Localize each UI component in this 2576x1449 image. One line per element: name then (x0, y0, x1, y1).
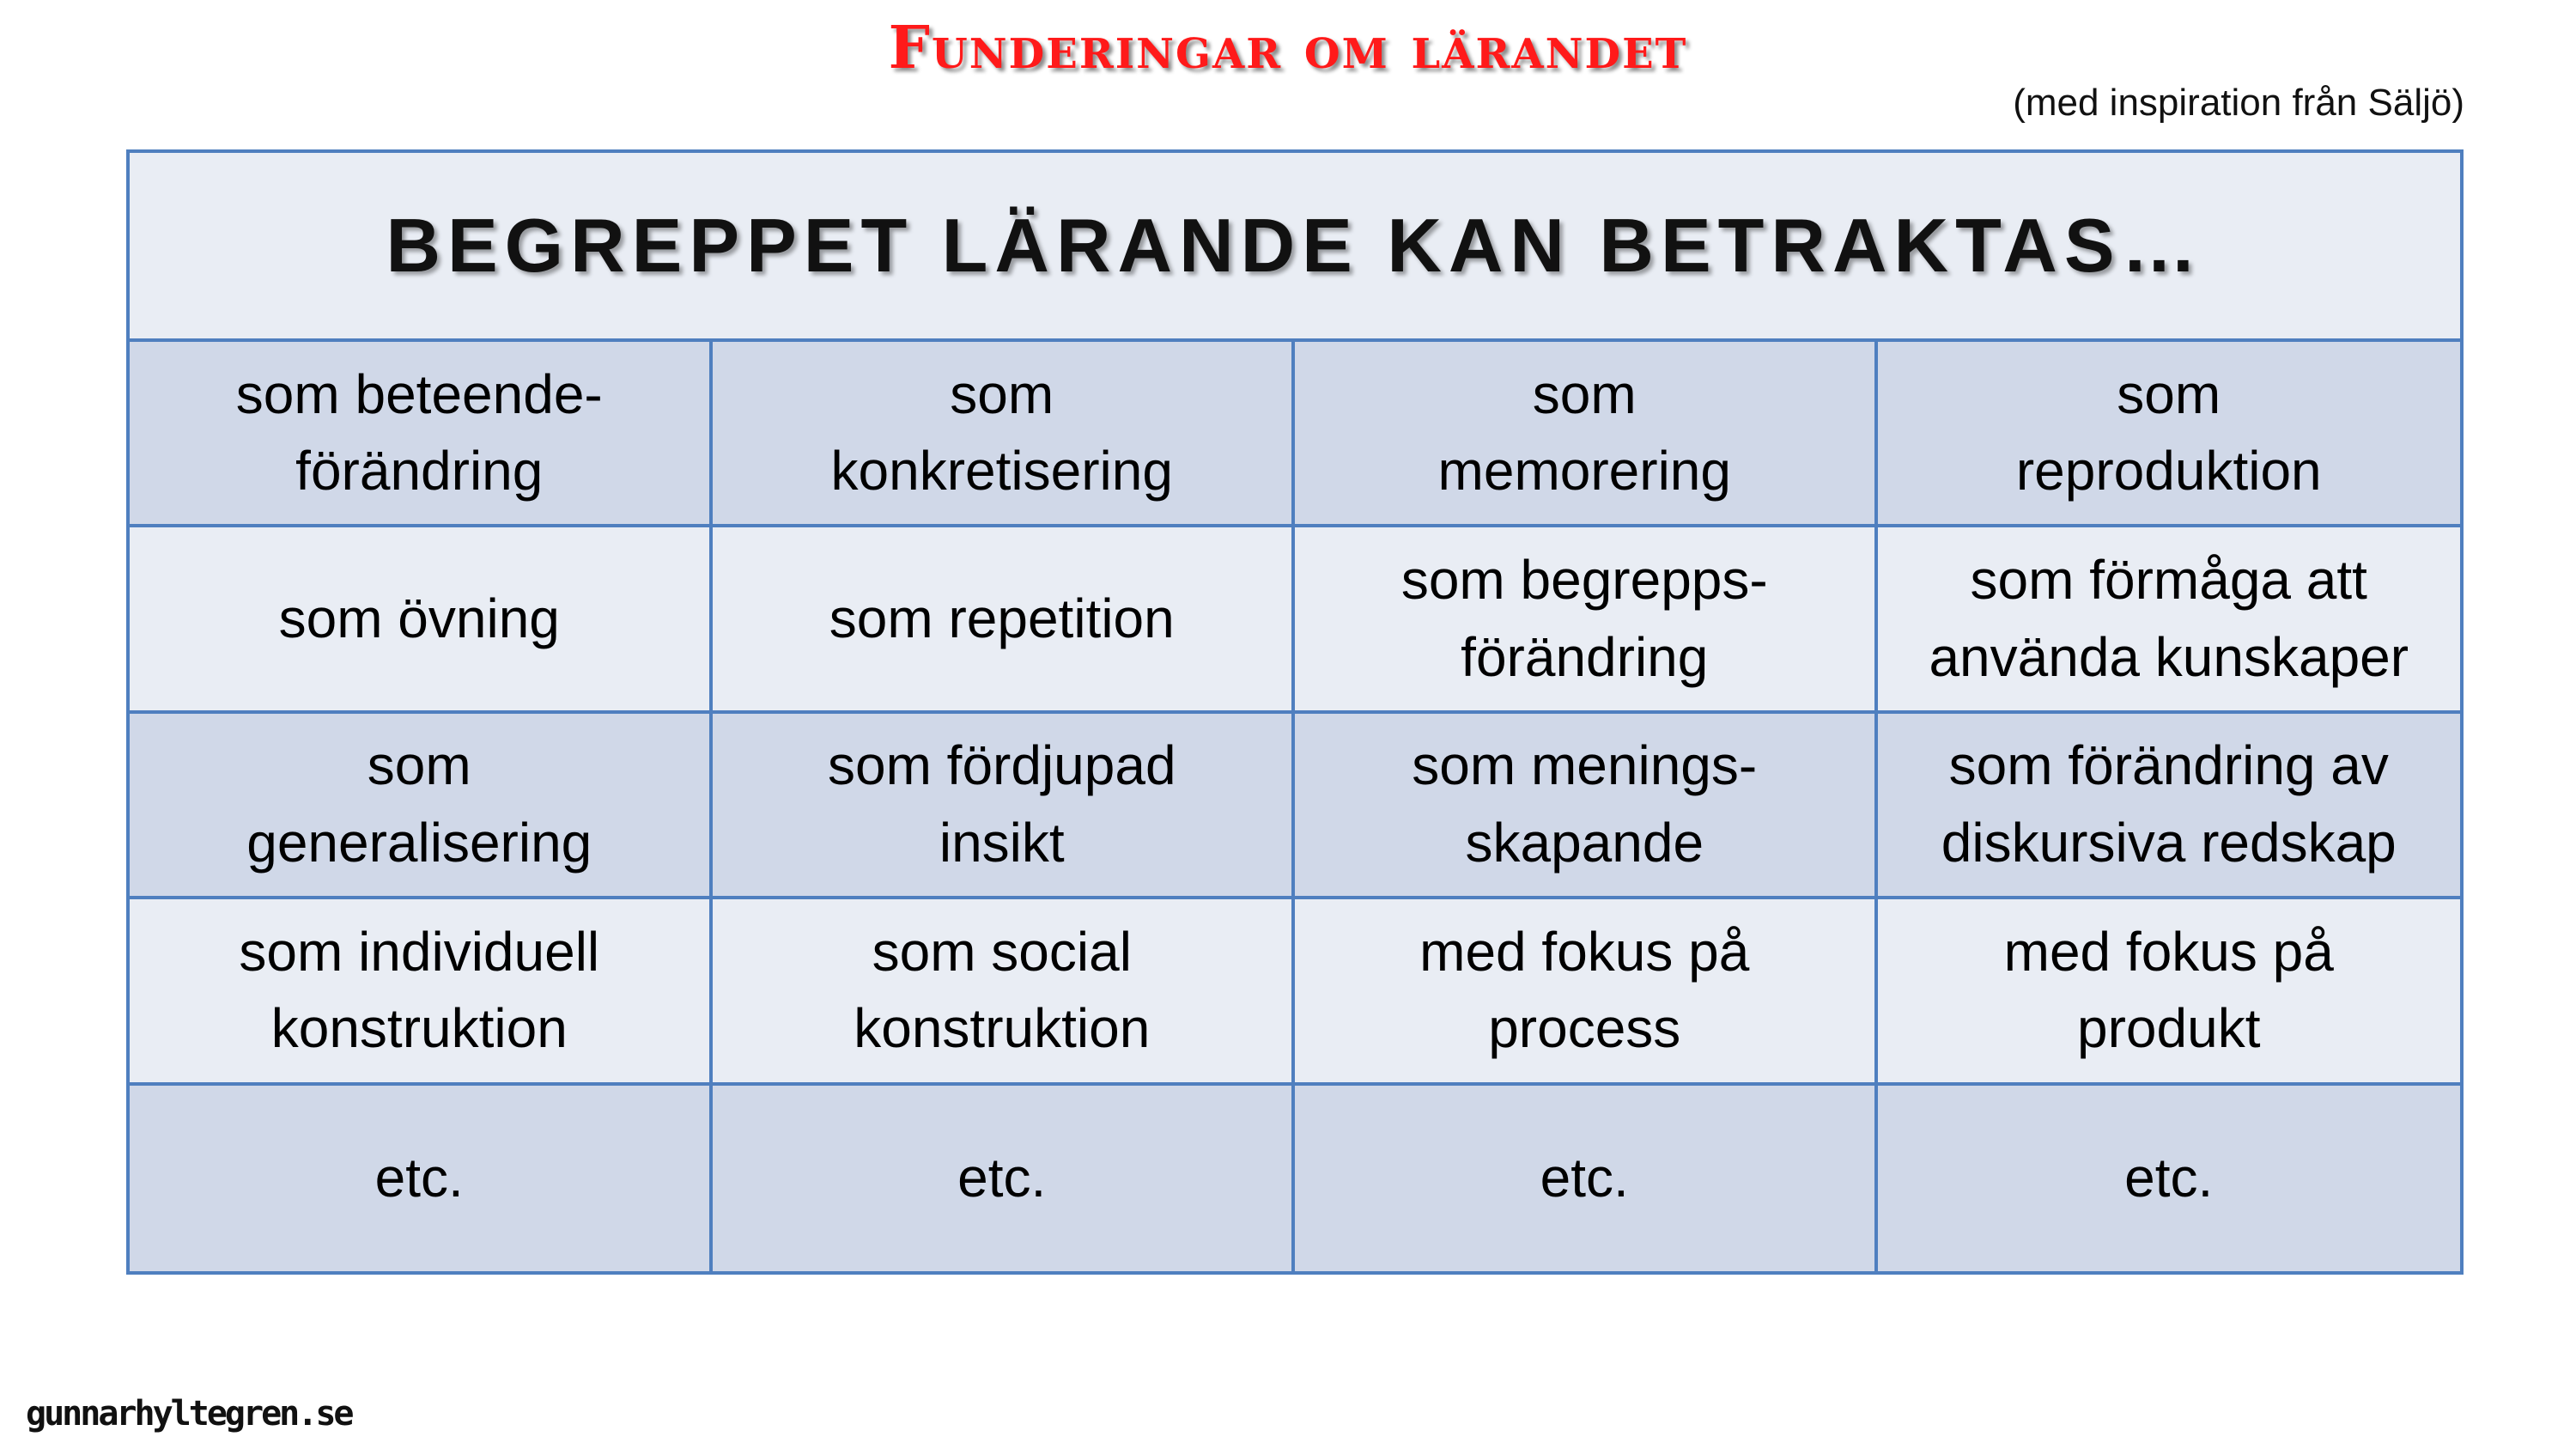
concept-table (126, 149, 2464, 1275)
table-cell: med fokus på process (1295, 899, 1878, 1085)
table-cell: med fokus på produkt (1878, 899, 2461, 1085)
table-cell: som repetition (713, 527, 1296, 713)
table-cell: som memorering (1295, 342, 1878, 527)
table-cell: som menings- skapande (1295, 714, 1878, 899)
table-cell: etc. (1295, 1086, 1878, 1271)
footer-website: gunnarhyltegren.se (26, 1394, 352, 1434)
page-title: Funderingar om lärandet (888, 14, 1688, 82)
table-cell: etc. (130, 1086, 713, 1271)
table-cell: etc. (1878, 1086, 2461, 1271)
table-cell: som social konstruktion (713, 899, 1296, 1085)
table-cell: som reproduktion (1878, 342, 2461, 527)
subtitle: (med inspiration från Säljö) (2013, 82, 2464, 124)
table-cell: som begrepps- förändring (1295, 527, 1878, 713)
table-cell: som beteende- förändring (130, 342, 713, 527)
table-cell: etc. (713, 1086, 1296, 1271)
table-cell: som fördjupad insikt (713, 714, 1296, 899)
table-header: BEGREPPET LÄRANDE KAN BETRAKTAS… (130, 153, 2460, 342)
table-cell: som individuell konstruktion (130, 899, 713, 1085)
table-cell: som förmåga att använda kunskaper (1878, 527, 2461, 713)
table-cell: som konkretisering (713, 342, 1296, 527)
table-cell: som förändring av diskursiva redskap (1878, 714, 2461, 899)
table-cell: som generalisering (130, 714, 713, 899)
table-cell: som övning (130, 527, 713, 713)
